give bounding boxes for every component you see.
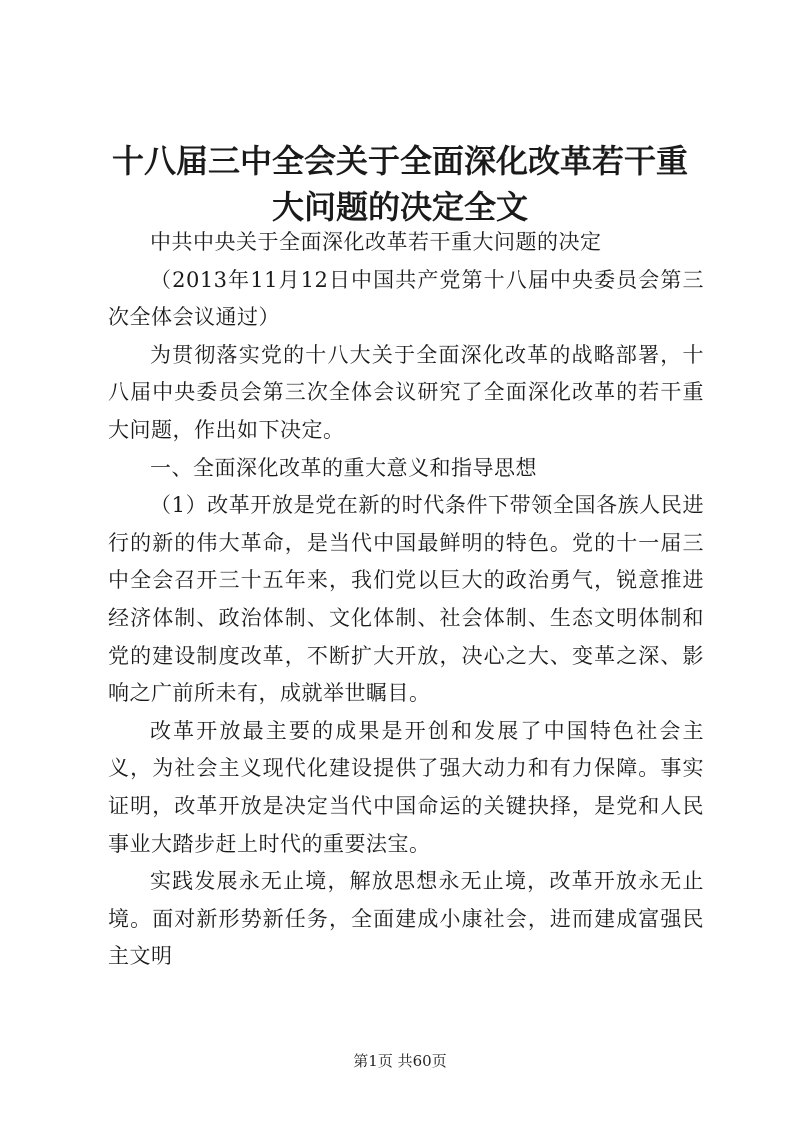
document-body bbox=[108, 224, 704, 976]
body-paragraph: 实践发展永无止境，解放思想永无止境，改革开放永无止境。面对新形势新任务，全面建成小康社会，进而建成富强民主文明 bbox=[108, 869, 704, 969]
body-paragraph: （1）改革开放是党在新的时代条件下带领全国各族人民进行的新的伟大革命，是当代中国最鲜明的特色。党的十一届三中全会召开三十五年来，我们党以巨大的政治勇气，锐意推进经济体制、政治体制、文化体制、社会体制、生态文明体制和党的建设制度改革，不断扩大开放，决心之大、变革之深、影响之广前所未有，成就举世瞩目。 bbox=[108, 493, 704, 706]
page-footer: 第1页 共60页 bbox=[353, 1052, 447, 1070]
preamble-paragraph: 为贯彻落实党的十八大关于全面深化改革的战略部署，十八届中央委员会第三次全体会议研究了全面深化改革的若干重大问题，作出如下决定。 bbox=[108, 342, 704, 442]
adoption-note: （2013年11月12日中国共产党第十八届中央委员会第三次全体会议通过） bbox=[108, 267, 704, 330]
resolution-heading: 中共中央关于全面深化改革若干重大问题的决定 bbox=[150, 230, 602, 254]
section-heading: 一、全面深化改革的重大意义和指导思想 bbox=[150, 455, 537, 480]
document-title: 十八届三中全会关于全面深化改革若干重大问题的决定全文 bbox=[111, 142, 688, 226]
body-paragraph: 改革开放最主要的成果是开创和发展了中国特色社会主义，为社会主义现代化建设提供了强大动力和有力保障。事实证明，改革开放是决定当代中国命运的关键抉择，是党和人民事业大踏步赶上时代的重要法宝。 bbox=[108, 718, 704, 856]
